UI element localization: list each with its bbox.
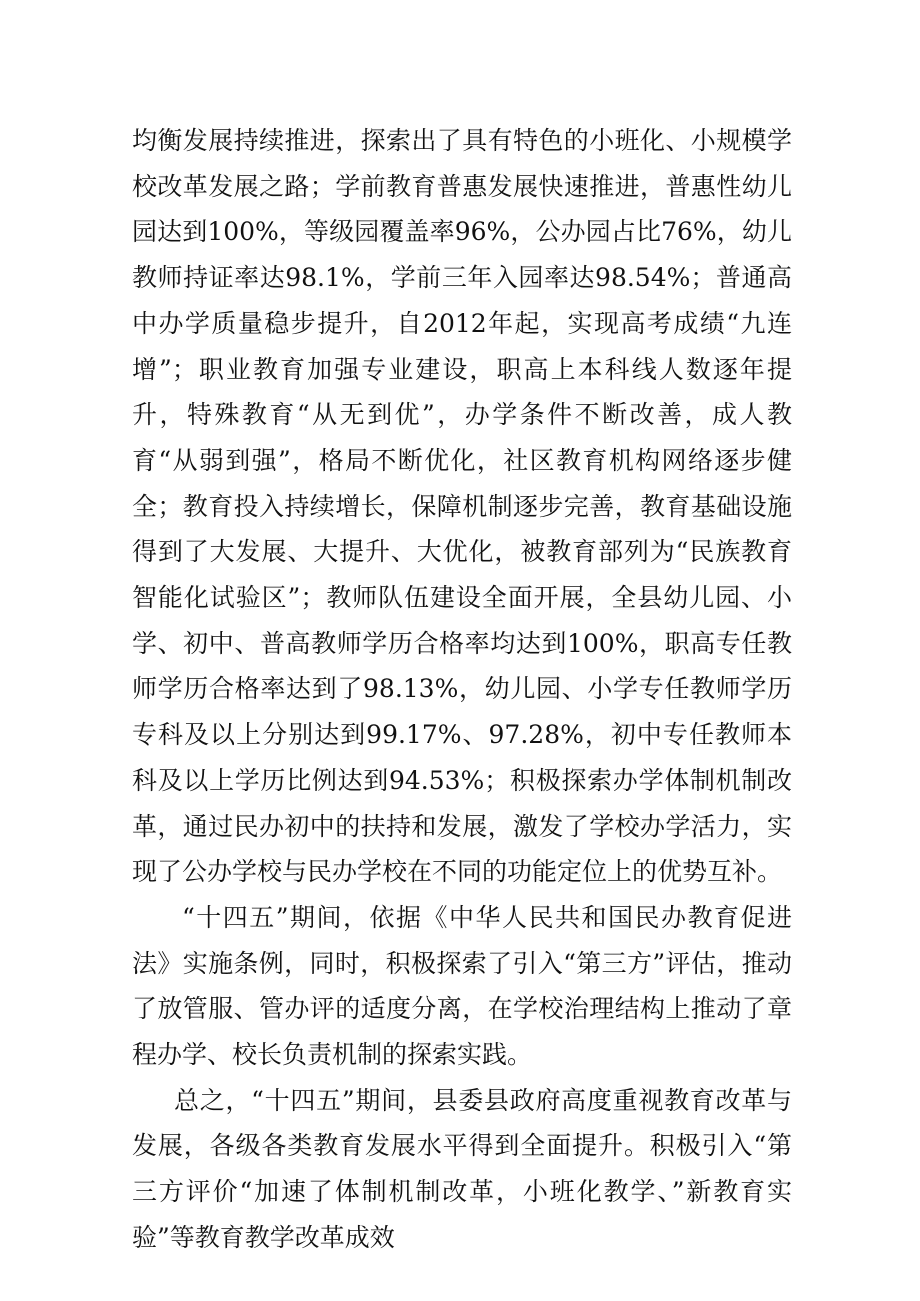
paragraph-2: “十四五”期间，依据《中华人民共和国民办教育促进法》实施条例，同时，积极探索了引入“第三方”评估，推动了放管服、管办评的适度分离，在学校治理结构上推动了章程办学、校长负责机制的探索实践。 bbox=[132, 902, 792, 1070]
paragraph-1: 均衡发展持续推进，探索出了具有特色的小班化、小规模学校改革发展之路；学前教育普惠发展快速推进，普惠性幼儿园达到100%，等级园覆盖率96%，公办园占比76%，幼儿教师持证率达98.1%，学前三年入园率达98.54%；普通高中办学质量稳步提升，自2012年起，实现高考成绩“九连增”；职业教育加强专业建设，职高上本科线人数逐年提升，特殊教育“从无到优”，办学条件不断改善，成人教育“从弱到强”，格局不断优化，社区教育机构网络逐步健全；教育投入持续增长，保障机制逐步完善，教育基础设施得到了大发展、大提升、大优化，被教育部列为“民族教育智能化试验区”；教师队伍建设全面开展，全县幼儿园、小学、初中、普高教师学历合格率均达到100%，职高专任教师学历合格率达到了98.13%，幼儿园、小学专任教师学历专科及以上分别达到99.17%、97.28%，初中专任教师本科及以上学历比例达到94.53%；积极探索办学体制机制改革，通过民办初中的扶持和发展，激发了学校办学活力，实现了公办学校与民办学校在不同的功能定位上的优势互补。 bbox=[132, 126, 792, 887]
paragraph-3: 总之，“十四五”期间，县委县政府高度重视教育改革与发展，各级各类教育发展水平得到全面提升。积极引入“第三方评价“加速了体制机制改革，小班化教学、”新教育实验”等教育教学改革成效 bbox=[132, 1085, 792, 1252]
document-body bbox=[132, 118, 792, 1261]
